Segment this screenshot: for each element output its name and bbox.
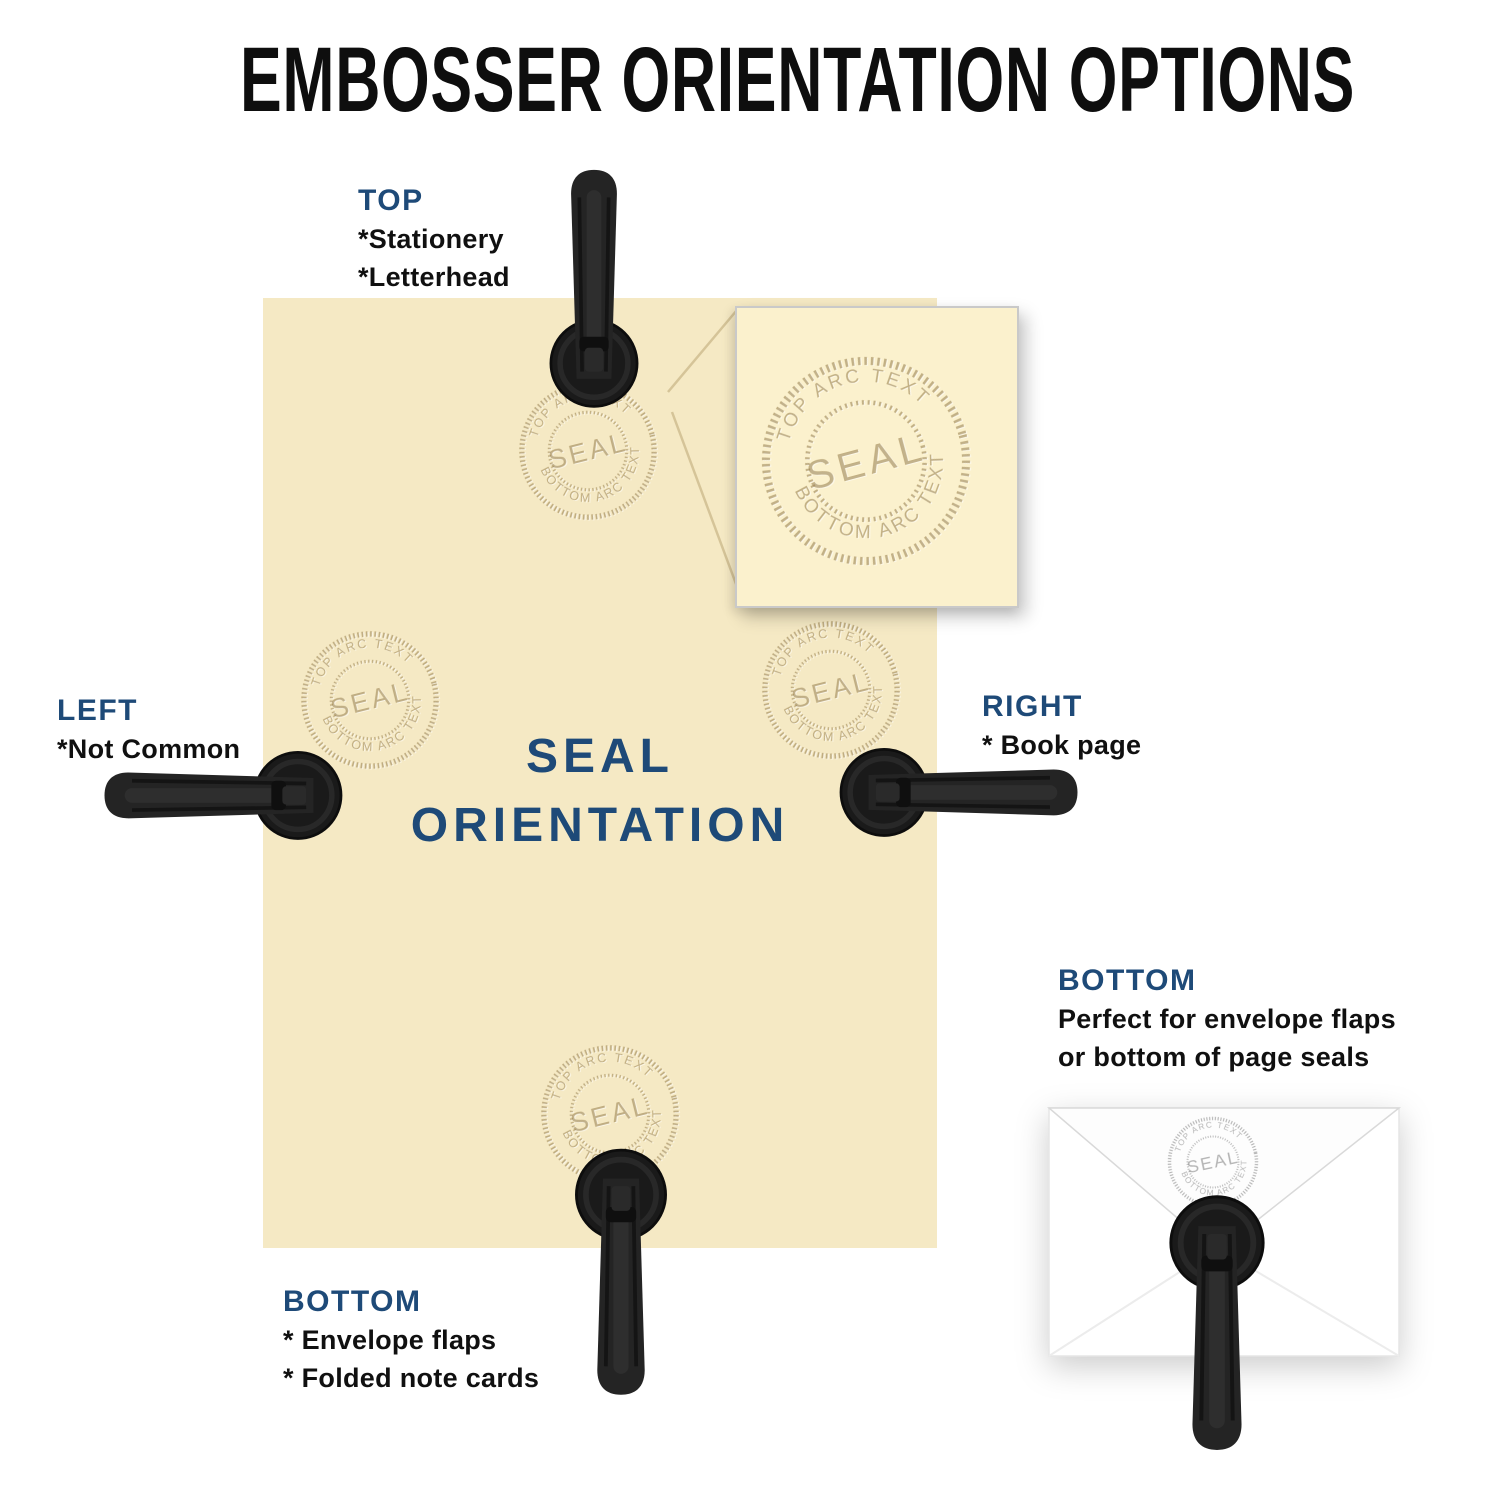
label-bottom-heading: BOTTOM — [283, 1285, 422, 1318]
seal-impression-inset — [725, 320, 1007, 602]
label-top-item2: *Letterhead — [358, 261, 510, 292]
page-title: EMBOSSER ORIENTATION OPTIONS — [240, 29, 1356, 131]
embosser-bottom — [564, 1143, 678, 1399]
label-top — [358, 182, 510, 296]
embosser-top — [539, 166, 649, 414]
label-bottom-right-line1: Perfect for envelope flaps — [1058, 1003, 1396, 1034]
label-bottom-right-line2: or bottom of page seals — [1058, 1041, 1370, 1072]
label-bottom — [283, 1283, 539, 1397]
label-bottom-item1: * Envelope flaps — [283, 1324, 497, 1355]
label-right — [982, 688, 1141, 764]
label-right-heading: RIGHT — [982, 690, 1083, 723]
label-bottom-right-heading: BOTTOM — [1058, 964, 1197, 997]
seal-orientation-line2: ORIENTATION — [410, 799, 790, 852]
label-left-item1: *Not Common — [57, 733, 241, 764]
label-bottom-right — [1058, 962, 1396, 1076]
label-bottom-item2: * Folded note cards — [283, 1362, 540, 1393]
label-top-heading: TOP — [358, 184, 424, 217]
embosser-envelope — [1158, 1189, 1276, 1454]
label-left-heading: LEFT — [57, 694, 138, 727]
label-right-item1: * Book page — [982, 729, 1142, 760]
seal-detail-inset — [735, 306, 1019, 608]
seal-orientation-line1: SEAL — [525, 730, 674, 783]
label-top-item1: *Stationery — [358, 223, 504, 254]
label-left — [57, 692, 240, 768]
